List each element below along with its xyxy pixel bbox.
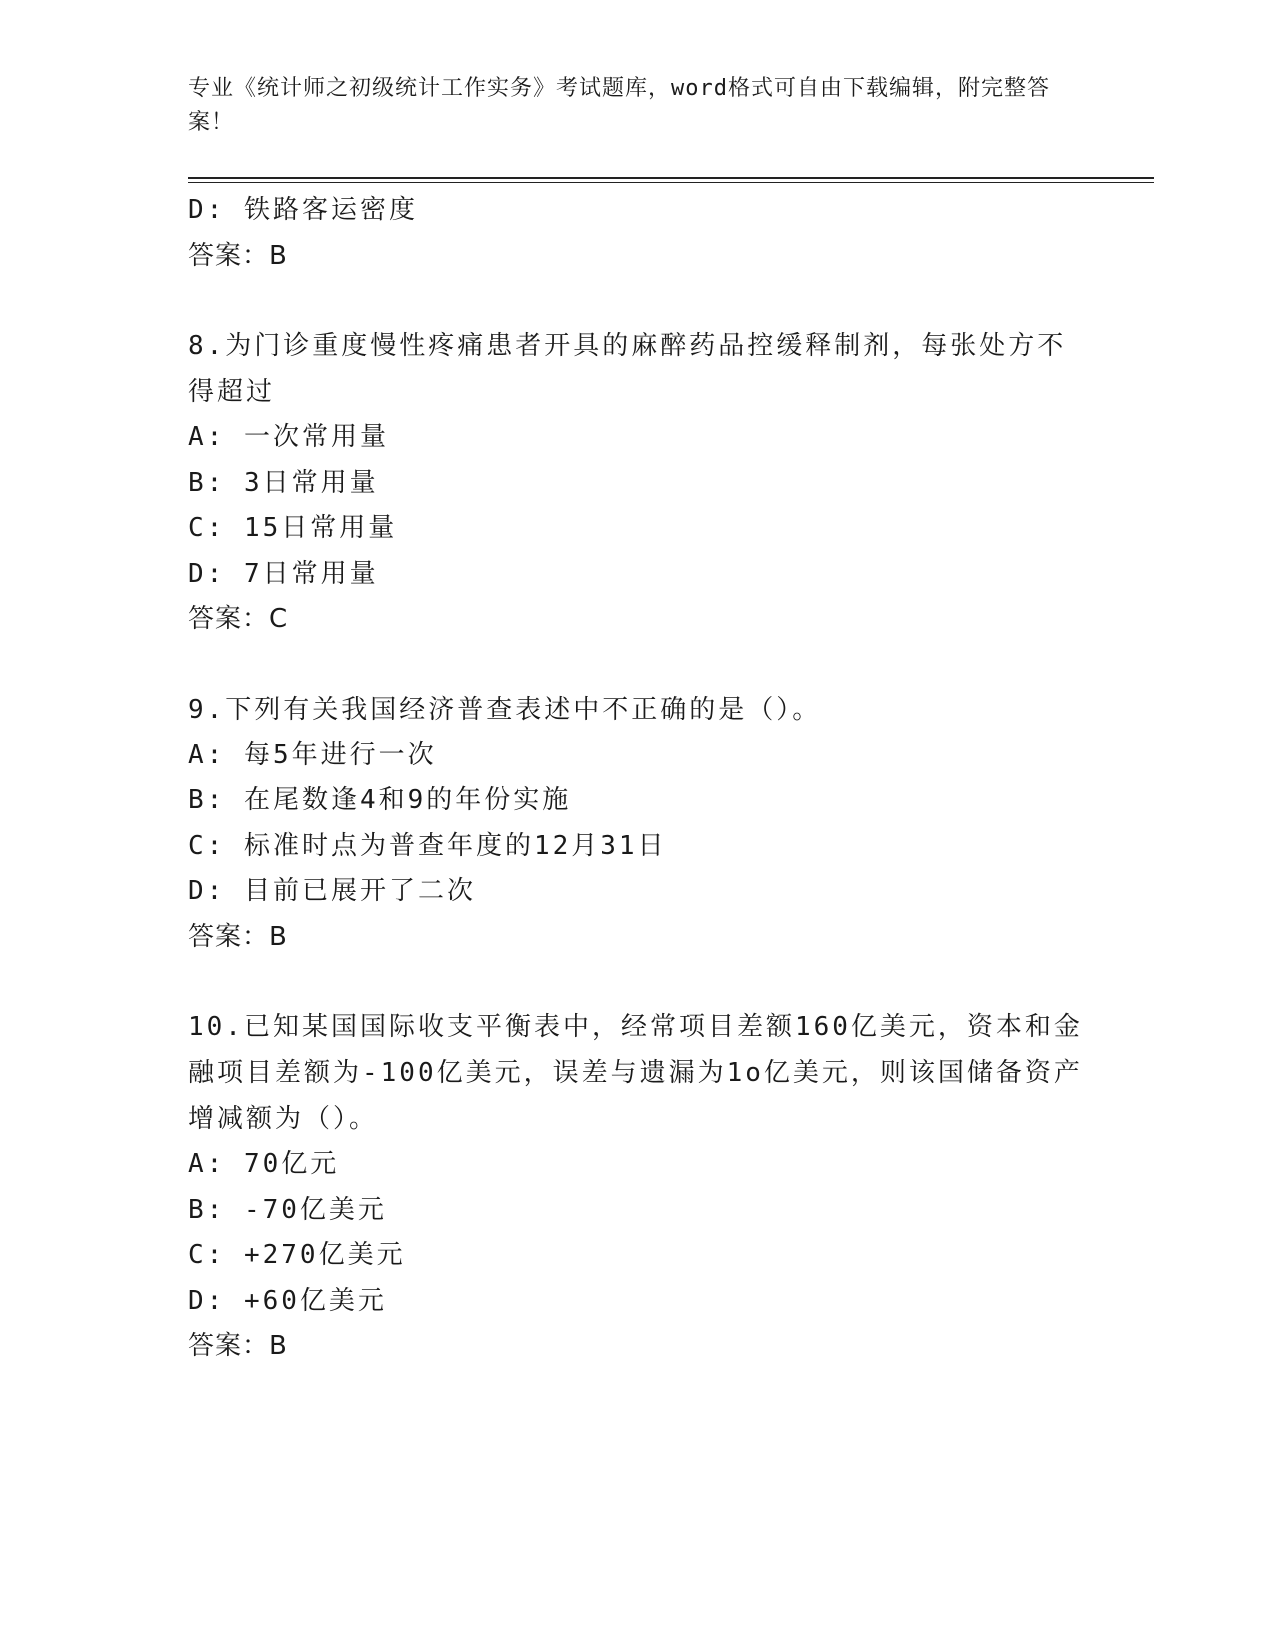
question-8	[188, 323, 1088, 643]
question-option: C: 15日常用量	[188, 513, 398, 543]
question-option: B: 在尾数逢4和9的年份实施	[188, 785, 572, 815]
question-option: D: 7日常用量	[188, 558, 379, 589]
document-header	[188, 72, 1088, 140]
question-stem: 9.下列有关我国经济普查表述中不正确的是（）。	[188, 694, 822, 725]
question-stem: 10.已知某国国际收支平衡表中，经常项目差额160亿美元，资本和金融项目差额为-100亿美元，误差与遗漏为1o亿美元，则该国储备资产增减额为（）。	[188, 1012, 1083, 1134]
question-answer: 答案：B	[188, 1331, 288, 1361]
question-answer: 答案：B	[188, 921, 288, 952]
question-option: A: 70亿元	[188, 1149, 340, 1179]
question-9	[188, 687, 1088, 961]
question-answer: 答案：C	[188, 604, 289, 634]
question-option: C: +270亿美元	[188, 1240, 406, 1270]
carryover-answer: 答案：B	[188, 240, 288, 271]
question-option: A: 每5年进行一次	[188, 739, 437, 770]
question-option: B: -70亿美元	[188, 1194, 387, 1225]
question-option: C: 标准时点为普查年度的12月31日	[188, 830, 667, 861]
header-divider-thick	[188, 177, 1154, 179]
question-stem: 8.为门诊重度慢性疼痛患者开具的麻醉药品控缓释制剂，每张处方不得超过	[188, 331, 1067, 407]
question-option: D: 目前已展开了二次	[188, 876, 476, 906]
question-option: A: 一次常用量	[188, 422, 389, 452]
question-10	[188, 1004, 1088, 1370]
carryover-option-d: D: 铁路客运密度	[188, 195, 418, 225]
question-option: D: +60亿美元	[188, 1285, 387, 1316]
question-option: B: 3日常用量	[188, 467, 379, 498]
document-body	[188, 188, 1088, 1370]
header-text: 专业《统计师之初级统计工作实务》考试题库，word格式可自由下载编辑，附完整答案！	[188, 76, 1050, 135]
header-divider-thin	[188, 182, 1154, 183]
